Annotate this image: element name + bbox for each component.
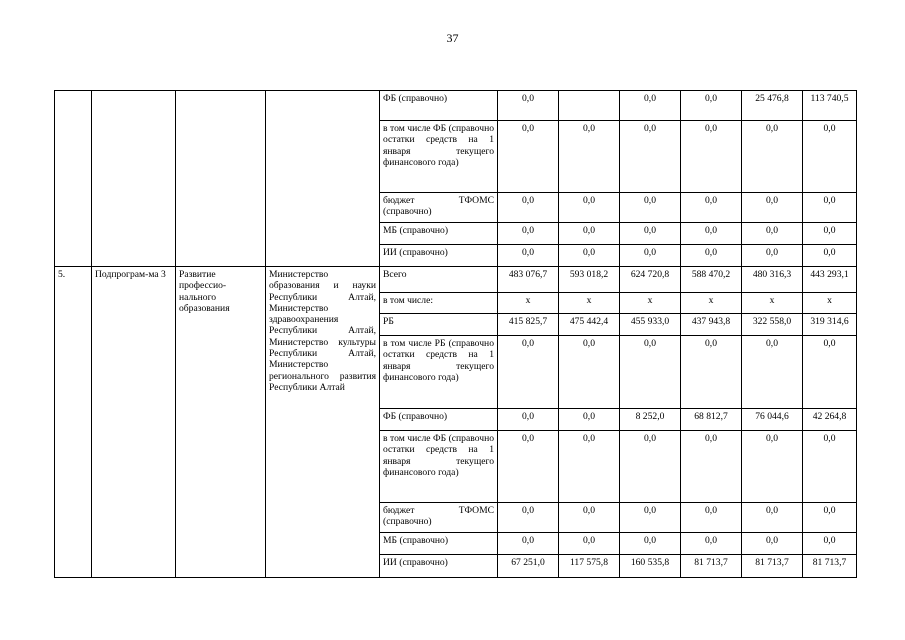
value-cell: 42 264,8 (803, 409, 857, 431)
value-cell: 68 812,7 (681, 409, 742, 431)
value-cell: 593 018,2 (559, 267, 620, 293)
page-number: 37 (446, 31, 459, 45)
funding-source-cell: ИИ (справочно) (380, 555, 498, 578)
value-cell: 0,0 (498, 121, 559, 193)
budget-table (54, 90, 857, 578)
value-cell: 319 314,6 (803, 314, 857, 336)
value-cell: 0,0 (620, 193, 681, 223)
value-cell: 160 535,8 (620, 555, 681, 578)
table-row (55, 267, 857, 293)
value-cell: 81 713,7 (681, 555, 742, 578)
value-cell: 0,0 (498, 431, 559, 503)
funding-source-cell: ФБ (справочно) (380, 409, 498, 431)
value-cell: 0,0 (803, 431, 857, 503)
subprogram-number: 5. (55, 267, 92, 578)
value-cell: 0,0 (498, 223, 559, 245)
value-cell: 0,0 (681, 533, 742, 555)
funding-source-cell: в том числе ФБ (справочно остатки средств на 1 января текущего финансового года) (380, 431, 498, 503)
value-cell: 0,0 (742, 431, 803, 503)
value-cell: 0,0 (620, 336, 681, 409)
value-cell: 443 293,1 (803, 267, 857, 293)
value-cell: 0,0 (681, 503, 742, 533)
value-cell: 0,0 (620, 503, 681, 533)
funding-source-cell: МБ (справочно) (380, 223, 498, 245)
value-cell: 437 943,8 (681, 314, 742, 336)
value-cell: 0,0 (803, 121, 857, 193)
value-cell: 475 442,4 (559, 314, 620, 336)
value-cell: 0,0 (559, 223, 620, 245)
responsible-executors: Министерство образования и науки Республики Алтай, Министерство здравоохранения Республики Алтай, Министерство культуры Республики Алтай, Министерство регионального развития Республики Алтай (266, 267, 380, 578)
value-cell: 0,0 (559, 503, 620, 533)
value-cell: 0,0 (681, 336, 742, 409)
value-cell: 322 558,0 (742, 314, 803, 336)
value-cell: 0,0 (498, 503, 559, 533)
value-cell: 0,0 (498, 91, 559, 121)
value-cell: 0,0 (803, 503, 857, 533)
value-cell: 67 251,0 (498, 555, 559, 578)
value-cell: 8 252,0 (620, 409, 681, 431)
value-cell: 0,0 (559, 409, 620, 431)
subprogram-name: Подпрограм-ма 3 (92, 267, 176, 578)
funding-source-cell: бюджет ТФОМС (справочно) (380, 503, 498, 533)
empty-name-cell (92, 91, 176, 267)
funding-source-cell: в том числе РБ (справочно остатки средств на 1 января текущего финансового года) (380, 336, 498, 409)
value-cell: 113 740,5 (803, 91, 857, 121)
value-cell: 0,0 (498, 409, 559, 431)
value-cell: 25 476,8 (742, 91, 803, 121)
value-cell: 0,0 (803, 533, 857, 555)
value-cell: 0,0 (620, 121, 681, 193)
value-cell: 0,0 (742, 223, 803, 245)
value-cell: 0,0 (498, 336, 559, 409)
value-cell: 117 575,8 (559, 555, 620, 578)
value-cell: 415 825,7 (498, 314, 559, 336)
value-cell: х (559, 293, 620, 314)
value-cell: 0,0 (681, 431, 742, 503)
value-cell: 0,0 (620, 223, 681, 245)
value-cell: 0,0 (742, 533, 803, 555)
value-cell: 0,0 (681, 245, 742, 267)
value-cell: 81 713,7 (742, 555, 803, 578)
value-cell: 0,0 (742, 121, 803, 193)
table-body (55, 91, 857, 578)
value-cell (559, 91, 620, 121)
value-cell: 0,0 (742, 193, 803, 223)
table-row (55, 91, 857, 121)
value-cell: 455 933,0 (620, 314, 681, 336)
value-cell: 0,0 (559, 193, 620, 223)
value-cell: х (681, 293, 742, 314)
value-cell: 0,0 (803, 245, 857, 267)
value-cell: х (742, 293, 803, 314)
subprogram-title: Развитие профессио-нального образования (176, 267, 266, 578)
value-cell: 81 713,7 (803, 555, 857, 578)
value-cell: 0,0 (559, 533, 620, 555)
value-cell: 0,0 (803, 193, 857, 223)
funding-source-cell: ФБ (справочно) (380, 91, 498, 121)
value-cell: 480 316,3 (742, 267, 803, 293)
value-cell: х (498, 293, 559, 314)
value-cell: 0,0 (803, 223, 857, 245)
value-cell: 0,0 (681, 91, 742, 121)
empty-number-cell (55, 91, 92, 267)
value-cell: х (803, 293, 857, 314)
value-cell: 0,0 (620, 533, 681, 555)
value-cell: 0,0 (681, 193, 742, 223)
value-cell: 0,0 (742, 503, 803, 533)
empty-title-cell (176, 91, 266, 267)
funding-source-cell: в том числе ФБ (справочно остатки средств на 1 января текущего финансового года) (380, 121, 498, 193)
funding-source-cell: РБ (380, 314, 498, 336)
value-cell: 624 720,8 (620, 267, 681, 293)
value-cell: 0,0 (498, 193, 559, 223)
value-cell: 0,0 (681, 223, 742, 245)
value-cell: 0,0 (559, 431, 620, 503)
value-cell: 0,0 (559, 336, 620, 409)
value-cell: 0,0 (620, 245, 681, 267)
value-cell: 0,0 (559, 245, 620, 267)
funding-source-cell: бюджет ТФОМС (справочно) (380, 193, 498, 223)
value-cell: 76 044,6 (742, 409, 803, 431)
value-cell: 0,0 (742, 336, 803, 409)
value-cell: 0,0 (559, 121, 620, 193)
value-cell: 0,0 (498, 533, 559, 555)
value-cell: 588 470,2 (681, 267, 742, 293)
funding-source-cell: в том числе: (380, 293, 498, 314)
value-cell: 0,0 (498, 245, 559, 267)
value-cell: 0,0 (620, 431, 681, 503)
funding-source-cell: Всего (380, 267, 498, 293)
value-cell: 0,0 (620, 91, 681, 121)
value-cell: 0,0 (742, 245, 803, 267)
funding-source-cell: МБ (справочно) (380, 533, 498, 555)
value-cell: 483 076,7 (498, 267, 559, 293)
value-cell: 0,0 (803, 336, 857, 409)
funding-source-cell: ИИ (справочно) (380, 245, 498, 267)
value-cell: х (620, 293, 681, 314)
empty-executor-cell (266, 91, 380, 267)
value-cell: 0,0 (681, 121, 742, 193)
